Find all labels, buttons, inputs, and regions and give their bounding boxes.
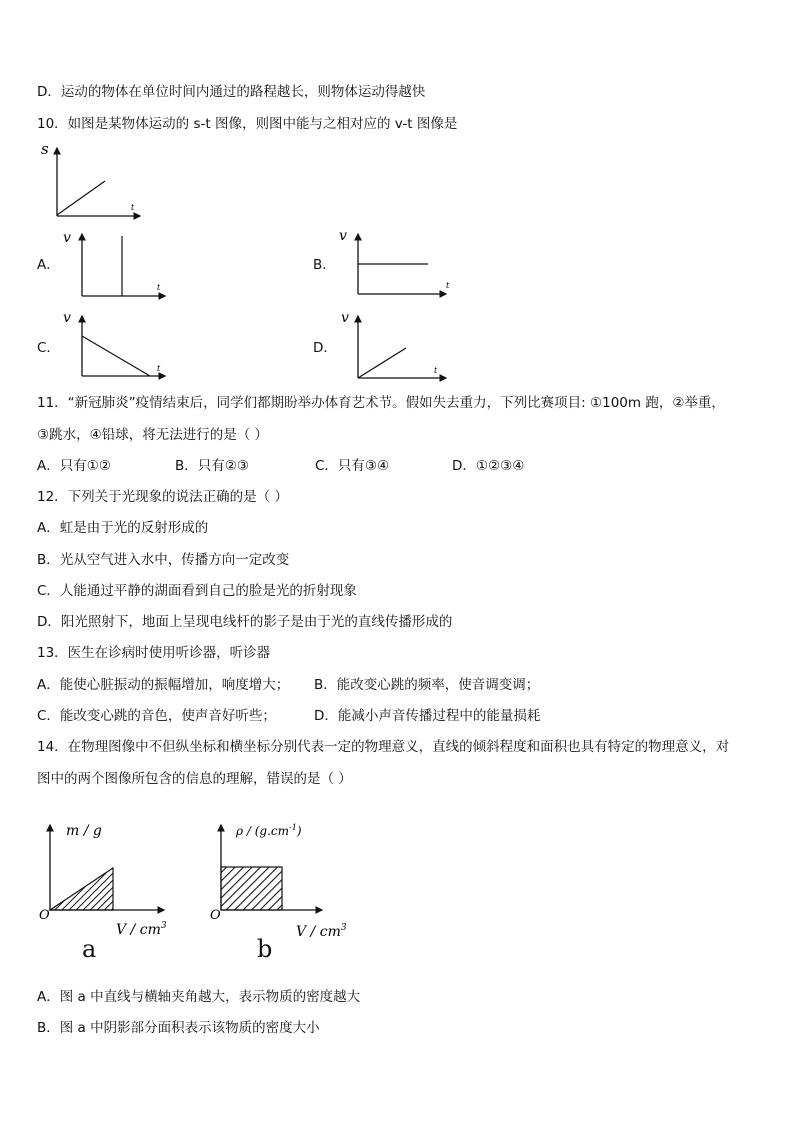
question-12-stem: 12．下列关于光现象的说法正确的是（ ）	[37, 489, 288, 505]
question-14-stem-line1: 14．在物理图像中不但纵坐标和横坐标分别代表一定的物理意义，直线的倾斜程度和面积也具有特定的物理意义，对	[37, 739, 730, 755]
increasing-line	[358, 348, 406, 378]
q14-graph-a	[36, 815, 186, 945]
q10-option-c-graph	[60, 308, 170, 383]
v-axis-label: v	[63, 310, 71, 326]
v-axis-label: v	[341, 310, 349, 326]
q11-option-c: C．只有③④	[315, 458, 390, 474]
q13-option-a: A．能使心脏振动的振幅增加，响度增大；	[37, 677, 290, 693]
question-11-stem-line1: 11．“新冠肺炎”疫情结束后，同学们都期盼举办体育艺术节。假如失去重力，下列比赛项目: ①100m 跑，②举重，	[37, 395, 725, 411]
rho-axis-label: ρ / $(g.cm^{-1})$	[236, 823, 302, 838]
q14-option-a: A．图 a 中直线与横轴夹角越大，表示物质的密度越大	[37, 989, 361, 1005]
q10-option-b-label: B．	[313, 257, 336, 273]
q10-option-d-graph	[336, 308, 456, 383]
question-10-stem: 10．如图是某物体运动的 s-t 图像，则图中能与之相对应的 v-t 图像是	[37, 116, 458, 132]
q13-option-c: C．能改变心跳的音色，使声音好听些；	[37, 708, 276, 724]
q10-option-d-label: D．	[313, 340, 337, 356]
v-axis-label: v	[339, 228, 347, 244]
shaded-triangle	[50, 868, 113, 910]
q12-option-b: B．光从空气进入水中，传播方向一定改变	[37, 552, 290, 568]
q14-option-b: B．图 a 中阴影部分面积表示该物质的密度大小	[37, 1020, 320, 1036]
t-axis-label: t	[446, 281, 450, 290]
q11-option-d: D．①②③④	[452, 458, 525, 474]
q14-graph-a-caption: a	[82, 935, 97, 963]
question-11-stem-line2: ③跳水，④铅球，将无法进行的是（ ）	[37, 427, 268, 443]
q10-option-c-label: C．	[37, 340, 60, 356]
q11-option-b: B．只有②③	[175, 458, 249, 474]
t-axis-label: t	[157, 283, 161, 292]
m-axis-label: m / g	[66, 823, 102, 839]
question-9-option-d: D．运动的物体在单位时间内通过的路程越长，则物体运动得越快	[37, 84, 426, 100]
question-14-stem-line2: 图中的两个图像所包含的信息的理解，错误的是（ ）	[37, 771, 352, 787]
s-axis-label: s	[41, 140, 49, 158]
q13-option-b: B．能改变心跳的频率，使音调变调；	[314, 677, 540, 693]
question-13-stem: 13．医生在诊病时使用听诊器，听诊器	[37, 645, 271, 661]
q12-option-a: A．虹是由于光的反射形成的	[37, 520, 209, 536]
q12-option-c: C．人能通过平静的湖面看到自己的脸是光的折射现象	[37, 583, 357, 599]
q10-option-a-graph	[60, 226, 170, 301]
q10-st-graph	[35, 138, 145, 220]
q10-option-a-label: A．	[37, 257, 60, 273]
q10-option-b-graph	[336, 226, 456, 301]
q13-option-d: D．能减小声音传播过程中的能量损耗	[314, 708, 541, 724]
st-line	[57, 181, 105, 215]
volume-axis-label: V / $cm^3$	[116, 921, 167, 938]
q14-graph-b	[210, 815, 360, 945]
v-axis-label: v	[63, 230, 71, 246]
decreasing-line	[82, 336, 150, 376]
t-axis-label: t	[157, 364, 161, 373]
q11-option-a: A．只有①②	[37, 458, 111, 474]
origin-label: O	[210, 908, 221, 923]
q14-graph-b-caption: b	[257, 935, 273, 963]
q12-option-d: D．阳光照射下，地面上呈现电线杆的影子是由于光的直线传播形成的	[37, 614, 453, 630]
t-axis-label: t	[434, 366, 438, 375]
origin-label: O	[39, 908, 50, 923]
volume-axis-label: V / $cm^3$	[296, 923, 347, 940]
t-axis-label: t	[131, 203, 135, 212]
shaded-rectangle	[221, 867, 282, 910]
